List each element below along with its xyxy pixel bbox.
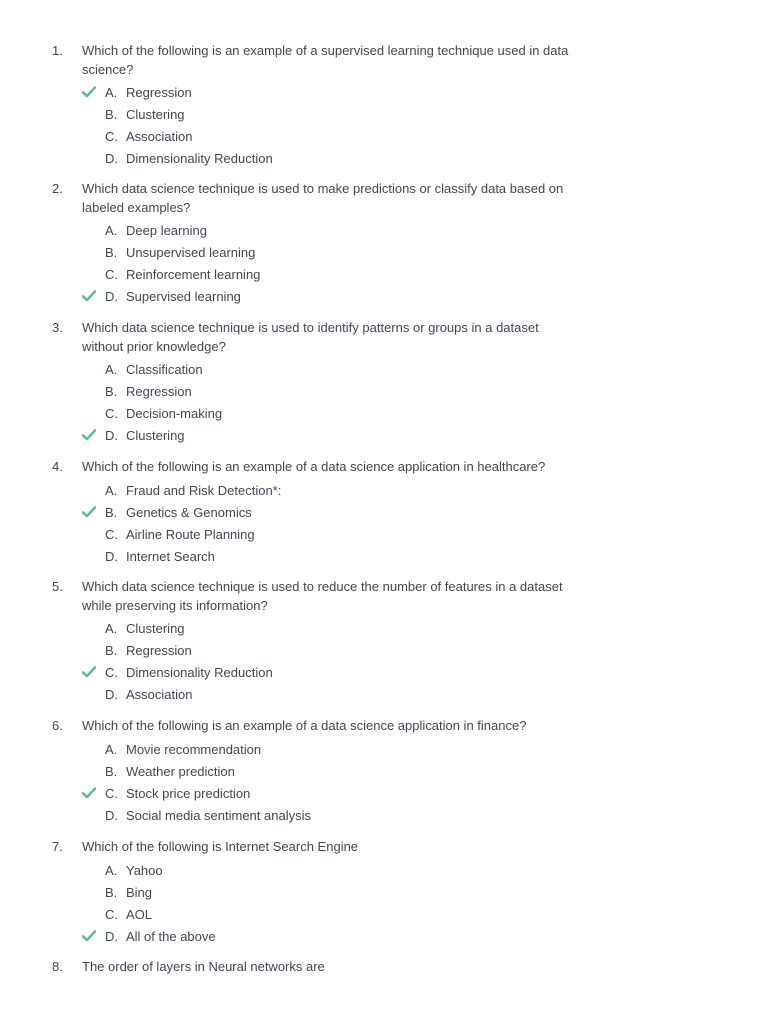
option-4a [0, 480, 600, 502]
option-text: Classification [126, 362, 203, 377]
option-text: Association [126, 129, 193, 144]
question-text: Which data science technique is used to reduce the number of features in a dataset while preserving its information? [82, 579, 563, 613]
option-letter: B. [105, 384, 118, 399]
question-number: 7. [52, 839, 63, 854]
option-5c [0, 662, 600, 684]
option-text: Association [126, 687, 193, 702]
option-letter: D. [105, 549, 118, 564]
option-text: Bing [126, 885, 153, 900]
option-text: Regression [126, 85, 192, 100]
option-letter: A. [105, 621, 118, 636]
option-letter: D. [105, 151, 118, 166]
option-5b [0, 640, 600, 662]
question-number: 1. [52, 43, 63, 58]
option-6b [0, 761, 600, 783]
option-letter: C. [105, 406, 118, 421]
option-4b [0, 502, 600, 524]
option-text: Decision-making [126, 406, 223, 421]
option-3c [0, 403, 600, 425]
question-number: 6. [52, 718, 63, 733]
option-6a [0, 739, 600, 761]
option-7a [0, 860, 600, 882]
option-text: All of the above [126, 929, 216, 944]
option-letter: A. [105, 362, 118, 377]
option-letter: D. [105, 428, 118, 443]
option-text: Regression [126, 643, 192, 658]
option-text: Stock price prediction [126, 786, 251, 801]
option-6c [0, 783, 600, 805]
option-text: Dimensionality Reduction [126, 151, 273, 166]
option-letter: B. [105, 885, 118, 900]
check-icon [82, 506, 96, 518]
option-4c [0, 524, 600, 546]
check-icon [82, 666, 96, 678]
option-text: Weather prediction [126, 764, 235, 779]
option-text: Clustering [126, 107, 185, 122]
question-text: The order of layers in Neural networks are [82, 959, 325, 974]
option-text: AOL [126, 907, 153, 922]
question-number: 5. [52, 579, 63, 594]
question-text: Which of the following is an example of a supervised learning technique used in data science? [82, 43, 569, 77]
option-text: Yahoo [126, 863, 163, 878]
option-3b [0, 381, 600, 403]
option-2c [0, 264, 600, 286]
option-letter: A. [105, 483, 118, 498]
question-number: 4. [52, 459, 63, 474]
option-2d [0, 286, 600, 308]
check-icon [82, 86, 96, 98]
option-text: Deep learning [126, 223, 207, 238]
option-1c [0, 126, 600, 148]
option-letter: C. [105, 129, 118, 144]
option-text: Regression [126, 384, 192, 399]
option-7d [0, 926, 600, 948]
option-text: Fraud and Risk Detection*: [126, 483, 282, 498]
option-letter: B. [105, 643, 118, 658]
option-6d [0, 805, 600, 827]
option-letter: D. [105, 687, 118, 702]
option-3d [0, 425, 600, 447]
check-icon [82, 290, 96, 302]
option-letter: A. [105, 863, 118, 878]
option-7b [0, 882, 600, 904]
option-letter: B. [105, 505, 118, 520]
question-text: Which data science technique is used to identify patterns or groups in a dataset without prior knowledge? [82, 320, 539, 354]
question-text: Which of the following is an example of a data science application in finance? [82, 718, 527, 733]
option-text: Airline Route Planning [126, 527, 255, 542]
question-text: Which data science technique is used to make predictions or classify data based on labeled examples? [82, 181, 564, 215]
option-letter: A. [105, 742, 118, 757]
option-text: Reinforcement learning [126, 267, 261, 282]
option-1d [0, 148, 600, 170]
option-letter: D. [105, 808, 118, 823]
option-1b [0, 104, 600, 126]
option-letter: A. [105, 223, 118, 238]
question-text: Which of the following is Internet Search Engine [82, 839, 359, 854]
option-4d [0, 546, 600, 568]
option-letter: D. [105, 929, 118, 944]
option-letter: B. [105, 245, 118, 260]
check-icon [82, 787, 96, 799]
option-text: Dimensionality Reduction [126, 665, 273, 680]
option-5d [0, 684, 600, 706]
option-2b [0, 242, 600, 264]
option-letter: C. [105, 907, 118, 922]
option-letter: C. [105, 665, 118, 680]
option-text: Unsupervised learning [126, 245, 256, 260]
option-text: Genetics & Genomics [126, 505, 252, 520]
option-text: Movie recommendation [126, 742, 262, 757]
option-3a [0, 359, 600, 381]
option-5a [0, 618, 600, 640]
option-letter: C. [105, 786, 118, 801]
option-letter: B. [105, 764, 118, 779]
check-icon [82, 429, 96, 441]
option-letter: B. [105, 107, 118, 122]
option-text: Internet Search [126, 549, 215, 564]
option-7c [0, 904, 600, 926]
option-letter: C. [105, 267, 118, 282]
check-icon [82, 930, 96, 942]
option-2a [0, 220, 600, 242]
option-text: Social media sentiment analysis [126, 808, 311, 823]
option-text: Supervised learning [126, 289, 241, 304]
option-letter: A. [105, 85, 118, 100]
question-number: 2. [52, 181, 63, 196]
option-1a [0, 82, 600, 104]
question-number: 8. [52, 959, 63, 974]
option-letter: D. [105, 289, 118, 304]
question-number: 3. [52, 320, 63, 335]
option-text: Clustering [126, 621, 185, 636]
option-letter: C. [105, 527, 118, 542]
question-text: Which of the following is an example of a data science application in healthcare? [82, 459, 546, 474]
option-text: Clustering [126, 428, 185, 443]
